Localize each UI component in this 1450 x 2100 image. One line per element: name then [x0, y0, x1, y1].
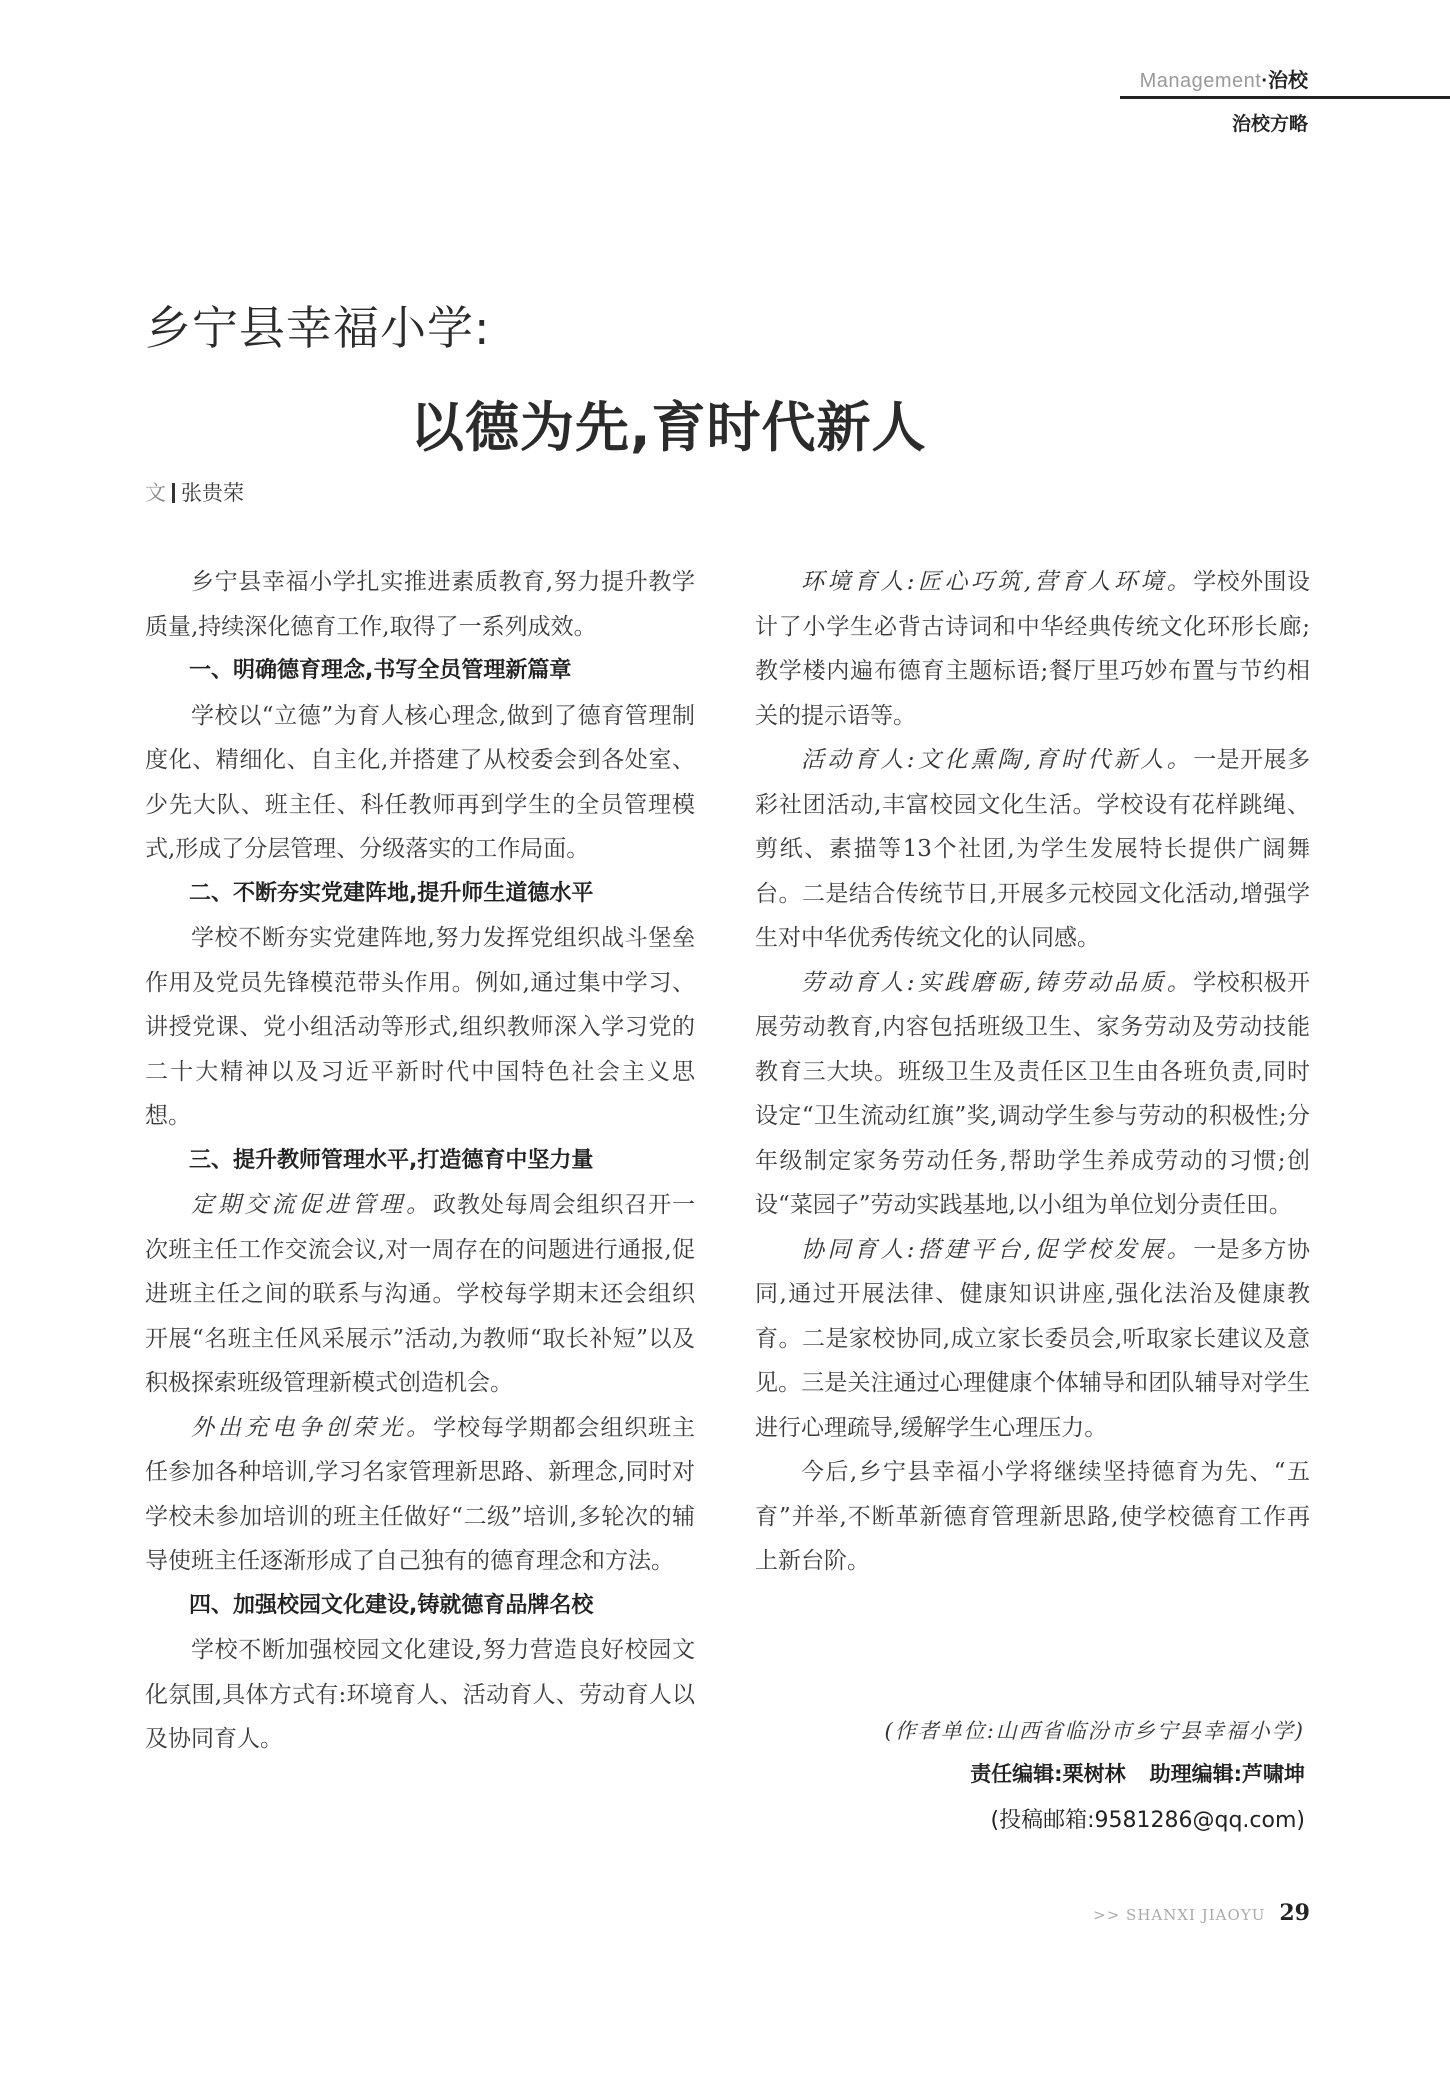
- author-name: 张贵荣: [181, 481, 244, 505]
- paragraph-body: 学校积极开展劳动教育,内容包括班级卫生、家务劳动及劳动技能教育三大块。班级卫生及责任区卫生由各班负责,同时设定“卫生流动红旗”奖,调动学生参与劳动的积极性;分年级制定家务劳动任务,帮助学生养成劳动的习惯;创设“菜园子”劳动实践基地,以小组为单位划分责任田。: [755, 969, 1311, 1218]
- paragraph-body: 学校外围设计了小学生必背古诗词和中华经典传统文化环形长廊;教学楼内遍布德育主题标语;餐厅里巧妙布置与节约相关的提示语等。: [755, 569, 1311, 729]
- section-label: [1120, 68, 1450, 94]
- paragraph: [145, 1183, 695, 1406]
- paragraph-body: 学校每学期都会组织班主任参加各种培训,学习名家管理新思路、新理念,同时对学校未参加培训的班主任做好“二级”培训,多轮次的辅导使班主任逐渐形成了自己独有的德育理念和方法。: [145, 1414, 696, 1574]
- paragraph-lead: 劳动育人:实践磨砺,铸劳动品质。: [801, 969, 1194, 996]
- paragraph: [755, 560, 1310, 738]
- paragraph: 学校以“立德”为育人核心理念,做到了德育管理制度化、精细化、自主化,并搭建了从校委会到各处室、少先大队、班主任、科任教师再到学生的全员管理模式,形成了分层管理、分级落实的工作局面。: [145, 702, 695, 862]
- section-label-cn: ·治校: [1261, 70, 1308, 92]
- editor-credits: [970, 1758, 1305, 1788]
- byline-label: 文: [145, 481, 166, 505]
- section-heading: 四、加强校园文化建设,铸就德育品牌名校: [189, 1592, 594, 1618]
- paragraph: 乡宁县幸福小学扎实推进素质教育,努力提升教学质量,持续深化德育工作,取得了一系列成效。: [145, 569, 695, 640]
- submission-email: (投稿邮箱:9581286@qq.com): [990, 1808, 1305, 1833]
- right-column: [755, 560, 1310, 1584]
- article-title-line2: 以德为先,育时代新人: [410, 396, 927, 459]
- left-column: [145, 560, 695, 1762]
- paragraph: [755, 1228, 1310, 1451]
- paragraph-body: 一是开展多彩社团活动,丰富校园文化生活。学校设有花样跳绳、剪纸、素描等13个社团,为学生发展特长提供广阔舞台。二是结合传统节日,开展多元校园文化活动,增强学生对中华优秀传统文化的认同感。: [755, 747, 1311, 951]
- article-title-line1: 乡宁县幸福小学:: [145, 301, 491, 355]
- page-header: [1120, 68, 1450, 136]
- subsection-label: 治校方略: [1231, 113, 1308, 135]
- page-footer: [1093, 1900, 1310, 1926]
- paragraph-body: 政教处每周会组织召开一次班主任工作交流会议,对一周存在的问题进行通报,促进班主任之间的联系与沟通。学校每学期末还会组织开展“名班主任风采展示”活动,为教师“取长补短”以及积极探索班级管理新模式创造机会。: [145, 1192, 696, 1396]
- paragraph: [755, 961, 1310, 1228]
- assistant-editor: 助理编辑:芦啸坤: [1149, 1762, 1305, 1786]
- paragraph-body: 一是多方协同,通过开展法律、健康知识讲座,强化法治及健康教育。二是家校协同,成立家长委员会,听取家长建议及意见。三是关注通过心理健康个体辅导和团队辅导对学生进行心理疏导,缓解学生心理压力。: [755, 1236, 1311, 1441]
- byline-divider: [172, 483, 175, 503]
- paragraph-lead: 环境育人:匠心巧筑,营育人环境。: [801, 569, 1194, 595]
- section-heading: 一、明确德育理念,书写全员管理新篇章: [189, 658, 572, 683]
- section-label-en: Management: [1139, 70, 1262, 92]
- header-rule: [1120, 96, 1450, 99]
- paragraph: [145, 1406, 695, 1584]
- journal-name: >> SHANXI JIAOYU: [1093, 1906, 1266, 1924]
- paragraph: [755, 738, 1310, 961]
- paragraph: 学校不断加强校园文化建设,努力营造良好校园文化氛围,具体方式有:环境育人、活动育人、劳动育人以及协同育人。: [145, 1637, 695, 1752]
- section-heading: 二、不断夯实党建阵地,提升师生道德水平: [189, 880, 594, 906]
- paragraph-lead: 定期交流促进管理。: [191, 1192, 434, 1218]
- page-number: 29: [1279, 1900, 1310, 1926]
- author-affiliation: (作者单位:山西省临汾市乡宁县幸福小学): [884, 1719, 1305, 1743]
- paragraph: 学校不断夯实党建阵地,努力发挥党组织战斗堡垒作用及党员先锋模范带头作用。例如,通过集中学习、讲授党课、党小组活动等形式,组织教师深入学习党的二十大精神以及习近平新时代中国特色社会主义思想。: [145, 925, 695, 1129]
- section-heading: 三、提升教师管理水平,打造德育中坚力量: [189, 1147, 594, 1173]
- paragraph-lead: 外出充电争创荣光。: [191, 1414, 434, 1441]
- paragraph-lead: 活动育人:文化熏陶,育时代新人。: [801, 747, 1194, 773]
- paragraph: 今后,乡宁县幸福小学将继续坚持德育为先、“五育”并举,不断革新德育管理新思路,使学校德育工作再上新台阶。: [755, 1459, 1310, 1574]
- responsible-editor: 责任编辑:栗树林: [970, 1762, 1126, 1786]
- paragraph-lead: 协同育人:搭建平台,促学校发展。: [801, 1236, 1194, 1263]
- byline: [145, 477, 244, 507]
